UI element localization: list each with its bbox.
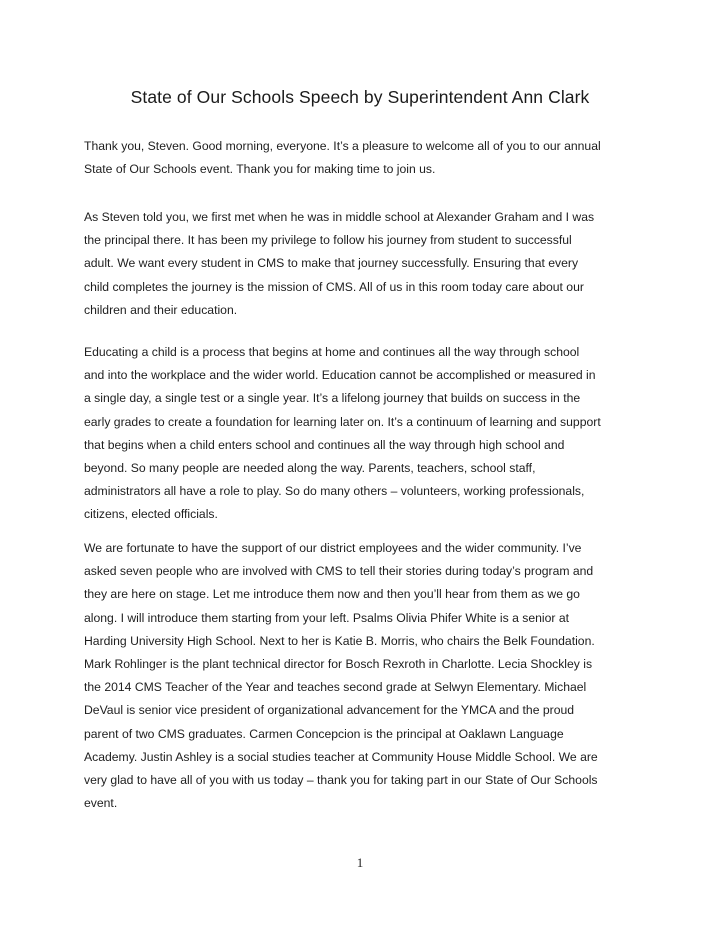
paragraph-line: and into the workplace and the wider world. Education cannot be accomplished or measured in bbox=[84, 368, 596, 383]
paragraph-line: As Steven told you, we first met when he was in middle school at Alexander Graham and I was bbox=[84, 210, 595, 224]
paragraph-line: asked seven people who are involved with CMS to tell their stories during today’s program and bbox=[84, 564, 594, 579]
paragraph-line: early grades to create a foundation for learning later on. It’s a continuum of learning and support bbox=[84, 414, 601, 429]
paragraph-line: DeVaul is senior vice president of organizational advancement for the YMCA and the proud bbox=[84, 703, 575, 718]
paragraph-line: that begins when a child enters school and continues all the way through high school and bbox=[84, 437, 565, 452]
paragraph-line: State of Our Schools event. Thank you for making time to join us. bbox=[84, 162, 436, 177]
paragraph-line: very glad to have all of you with us today – thank you for taking part in our State of Our Schools bbox=[84, 773, 598, 788]
paragraph-line: children and their education. bbox=[84, 302, 238, 317]
page-number: 1 bbox=[356, 855, 364, 870]
paragraph-line: citizens, elected officials. bbox=[84, 507, 218, 522]
paragraph-line: the principal there. It has been my privilege to follow his journey from student to successful bbox=[84, 233, 572, 248]
paragraph-line: Thank you, Steven. Good morning, everyone. It’s a pleasure to welcome all of you to our annual bbox=[84, 139, 601, 153]
paragraph-line: Harding University High School. Next to her is Katie B. Morris, who chairs the Belk Foundation. bbox=[84, 633, 595, 648]
paragraph-4 bbox=[84, 537, 644, 815]
paragraph-line: parent of two CMS graduates. Carmen Concepcion is the principal at Oaklawn Language bbox=[84, 726, 564, 741]
paragraph-line: Mark Rohlinger is the plant technical director for Bosch Rexroth in Charlotte. Lecia Shockley is bbox=[84, 657, 593, 672]
paragraph-line: event. bbox=[84, 796, 118, 811]
paragraph-line: Academy. Justin Ashley is a social studies teacher at Community House Middle School. We are bbox=[84, 749, 598, 764]
paragraph-line: a single day, a single test or a single year. It’s a lifelong journey that builds on success in the bbox=[84, 391, 581, 406]
paragraph-line: child completes the journey is the mission of CMS. All of us in this room today care about our bbox=[84, 279, 584, 294]
paragraph-1 bbox=[84, 135, 644, 181]
paragraph-line: they are here on stage. Let me introduce them now and then you’ll hear from them as we go bbox=[84, 587, 580, 602]
document-title: State of Our Schools Speech by Superintendent Ann Clark bbox=[130, 87, 590, 107]
paragraph-line: adult. We want every student in CMS to make that journey successfully. Ensuring that every bbox=[84, 256, 579, 271]
paragraph-line: We are fortunate to have the support of our district employees and the wider community. I’ve bbox=[84, 541, 582, 555]
paragraph-line: Educating a child is a process that begins at home and continues all the way through school bbox=[84, 345, 580, 359]
paragraph-line: the 2014 CMS Teacher of the Year and teaches second grade at Selwyn Elementary. Michael bbox=[84, 680, 587, 695]
paragraph-line: beyond. So many people are needed along the way. Parents, teachers, school staff, bbox=[84, 461, 536, 476]
paragraph-line: administrators all have a role to play. So do many others – volunteers, working professionals, bbox=[84, 484, 585, 499]
paragraph-line: along. I will introduce them starting from your left. Psalms Olivia Phifer White is a senior at bbox=[84, 610, 569, 625]
paragraph-3 bbox=[84, 341, 644, 527]
paragraph-2 bbox=[84, 206, 644, 322]
